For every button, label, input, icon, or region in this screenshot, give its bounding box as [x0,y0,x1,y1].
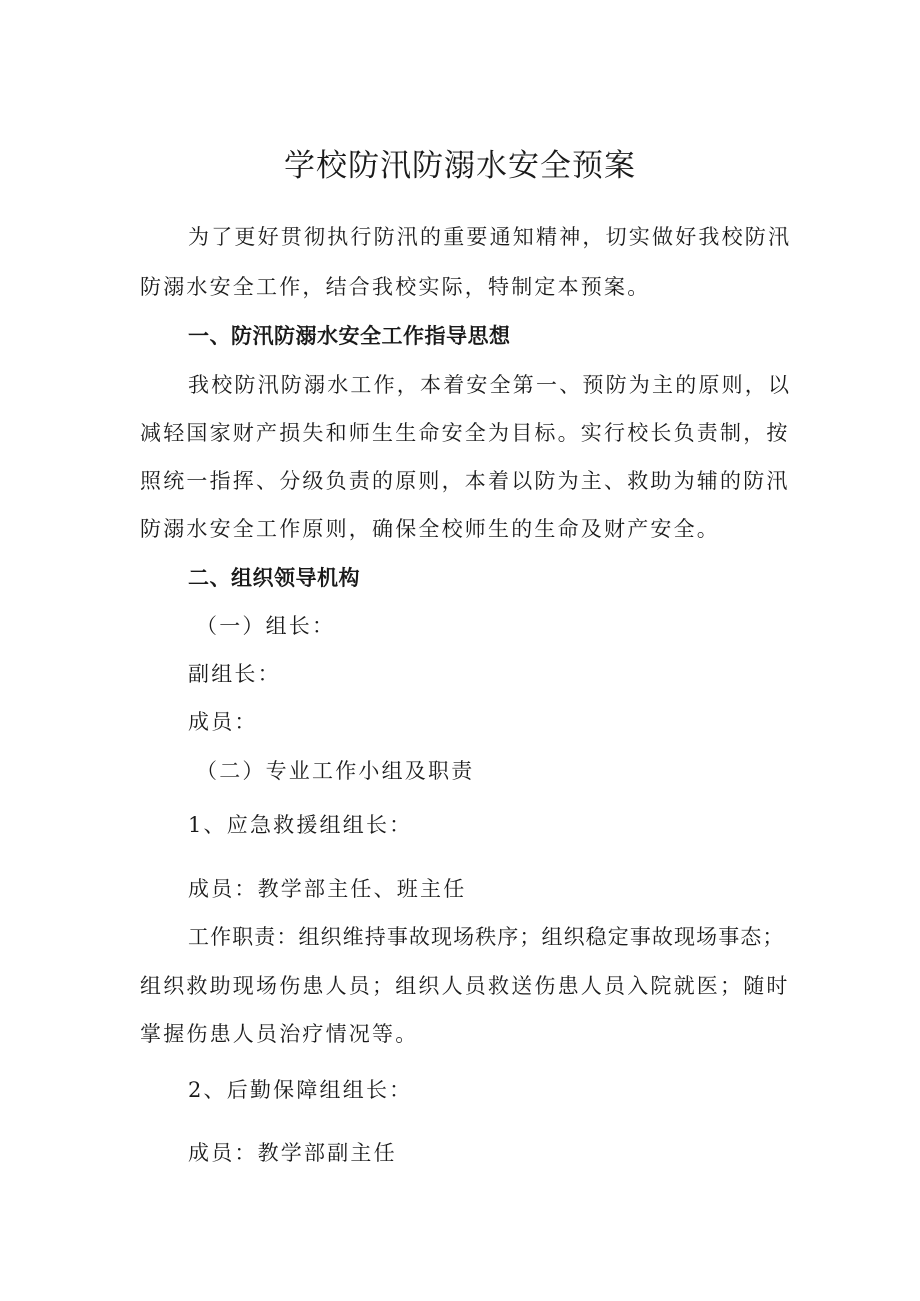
section1-line-1: 我校防汛防溺水工作，本着安全第一、预防为主的原则，以 [188,373,792,397]
intro-line-2: 防溺水安全工作，结合我校实际，特制定本预案。 [140,275,651,299]
leader-label: （一）组长： [196,614,336,638]
group1-duties-line-3: 掌握伤患人员治疗情况等。 [140,1022,419,1046]
section1-line-2: 减轻国家财产损失和师生生命安全为目标。实行校长负责制，按 [140,421,790,445]
members-label: 成员： [188,710,258,734]
section1-line-4: 防溺水安全工作原则，确保全校师生的生命及财产安全。 [140,517,720,541]
group2-title: 2、后勤保障组组长： [188,1078,413,1102]
deputy-leader-label: 副组长： [188,662,281,686]
section-heading-1: 一、防汛防溺水安全工作指导思想 [188,324,511,348]
document-title: 学校防汛防溺水安全预案 [284,148,636,184]
section-heading-2: 二、组织领导机构 [188,566,360,590]
section1-line-3: 照统一指挥、分级负责的原则，本着以防为主、救助为辅的防汛 [140,469,790,493]
groups-title: （二）专业工作小组及职责 [196,759,475,783]
group1-duties-line-2: 组织救助现场伤患人员；组织人员救送伤患人员入院就医；随时 [140,974,790,998]
intro-line-1: 为了更好贯彻执行防汛的重要通知精神，切实做好我校防汛 [188,225,792,249]
group1-duties-line-1: 工作职责：组织维持事故现场秩序；组织稳定事故现场事态； [188,925,784,949]
group1-members: 成员：教学部主任、班主任 [188,877,467,901]
group1-title: 1、应急救援组组长： [188,813,413,837]
group2-members: 成员：教学部副主任 [188,1141,397,1165]
